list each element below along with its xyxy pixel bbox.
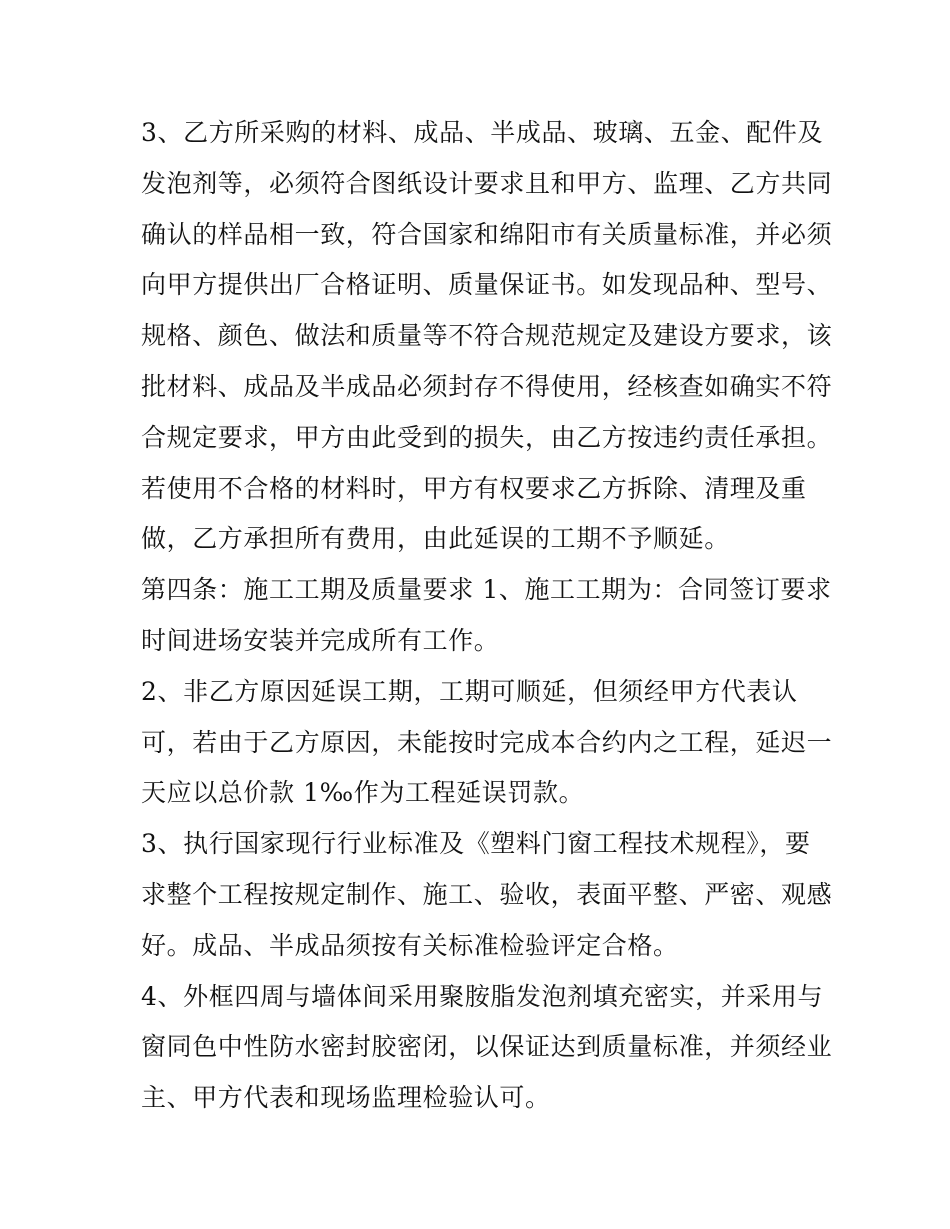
text-line: 确认的样品相一致，符合国家和绵阳市有关质量标准，并必须 <box>141 219 833 249</box>
text-line: 发泡剂等，必须符合图纸设计要求且和甲方、监理、乙方共同 <box>141 168 833 198</box>
text-line: 天应以总价款 1‰作为工程延误罚款。 <box>141 778 585 808</box>
text-line: 合规定要求，甲方由此受到的损失，由乙方按违约责任承担。 <box>141 422 833 452</box>
text-line: 时间进场安装并完成所有工作。 <box>141 625 500 655</box>
text-line: 可，若由于乙方原因，未能按时完成本合约内之工程，延迟一 <box>141 727 833 757</box>
text-line: 规格、颜色、做法和质量等不符合规范规定及建设方要求，该 <box>141 321 833 351</box>
text-line: 求整个工程按规定制作、施工、验收，表面平整、严密、观感 <box>141 879 833 909</box>
text-line: 做，乙方承担所有费用，由此延误的工期不予顺延。 <box>141 524 730 554</box>
text-line: 3、乙方所采购的材料、成品、半成品、玻璃、五金、配件及 <box>141 118 824 147</box>
text-line: 批材料、成品及半成品必须封存不得使用，经核查如确实不符 <box>141 371 833 401</box>
text-line: 窗同色中性防水密封胶密闭，以保证达到质量标准，并须经业 <box>141 1032 833 1062</box>
text-line: 若使用不合格的材料时，甲方有权要求乙方拆除、清理及重 <box>141 473 807 503</box>
text-line: 2、非乙方原因延误工期，工期可顺延，但须经甲方代表认 <box>141 676 798 706</box>
text-line: 3、执行国家现行行业标准及《塑料门窗工程技术规程》，要 <box>141 829 811 859</box>
section-heading-line: 第四条：施工工期及质量要求 1、施工工期为：合同签订要求 <box>141 575 832 605</box>
contract-text <box>141 108 833 1124</box>
text-line: 4、外框四周与墙体间采用聚胺脂发泡剂填充密实，并采用与 <box>141 981 824 1011</box>
text-line: 好。成品、半成品须按有关标准检验评定合格。 <box>141 930 679 960</box>
text-line: 向甲方提供出厂合格证明、质量保证书。如发现品种、型号、 <box>141 270 833 300</box>
text-line: 主、甲方代表和现场监理检验认可。 <box>141 1083 551 1113</box>
